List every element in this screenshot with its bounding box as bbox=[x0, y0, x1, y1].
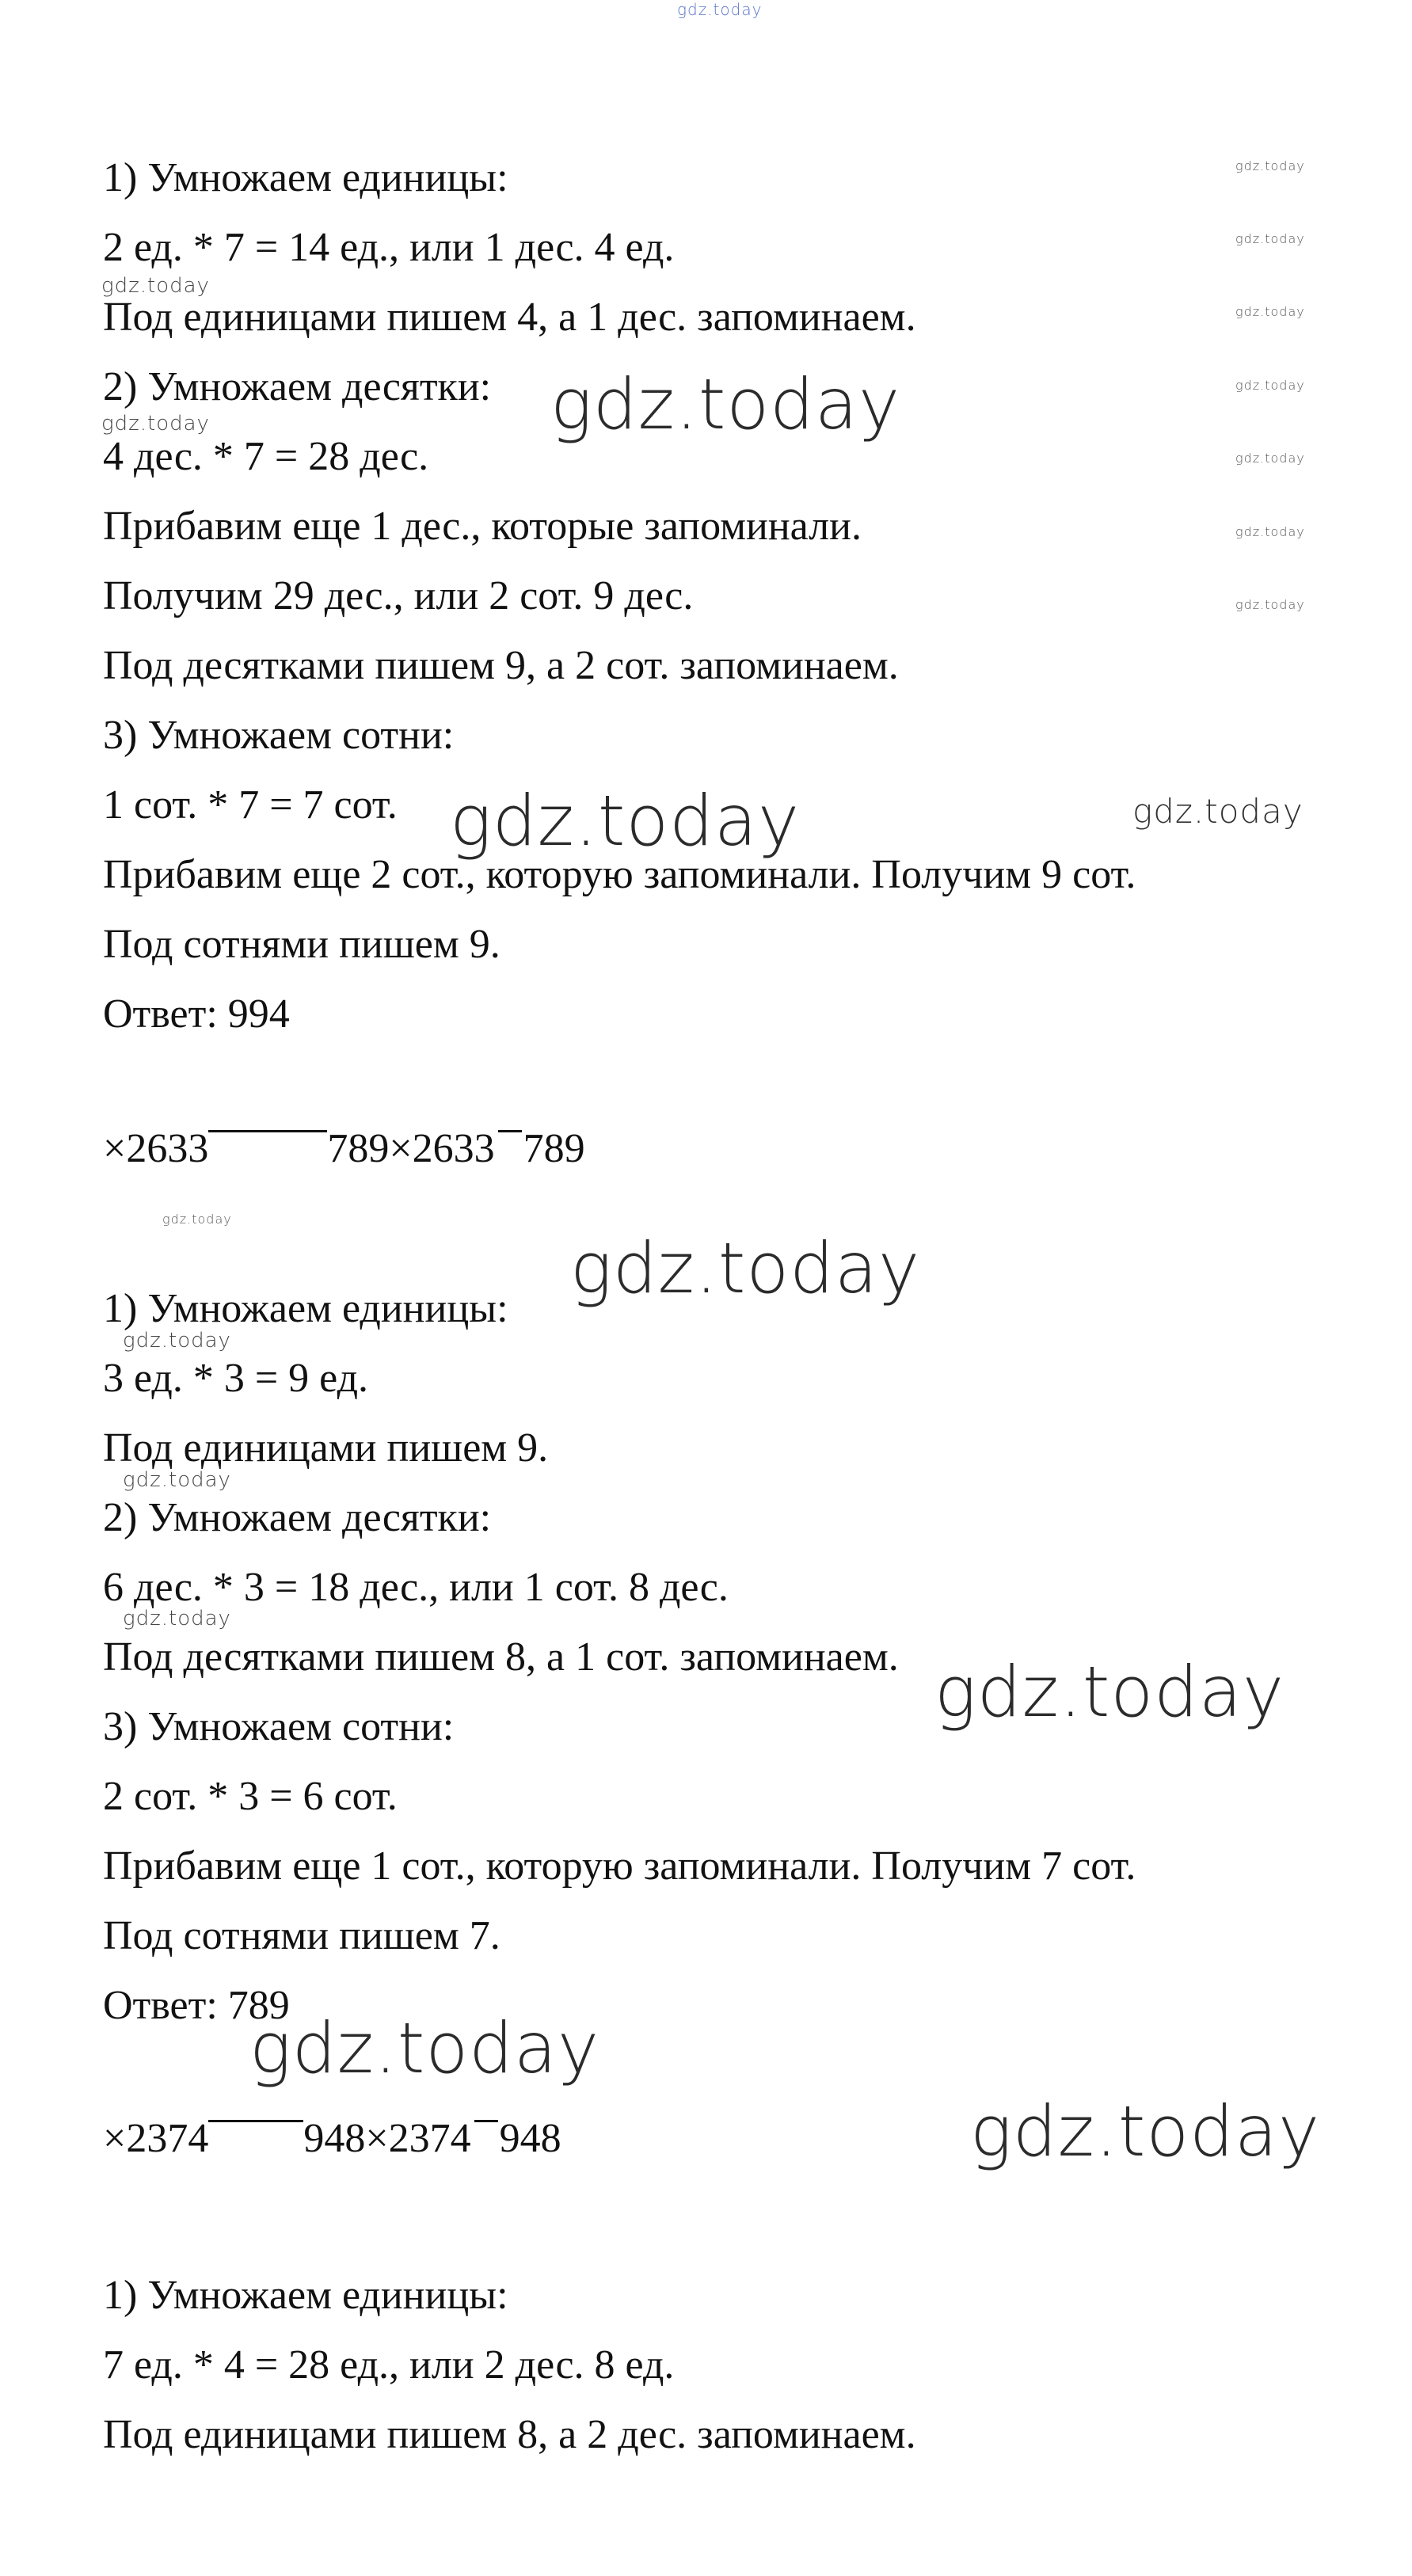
watermark: gdz.today bbox=[934, 1651, 1285, 1733]
watermark: gdz.today bbox=[970, 2091, 1321, 2172]
factor-text: 948 bbox=[499, 2116, 561, 2161]
text-line: 2) Умножаем десятки: bbox=[103, 1495, 492, 1540]
text-line: Под сотнями пишем 7. bbox=[103, 1913, 500, 1958]
watermark: gdz.today bbox=[1235, 451, 1305, 466]
watermark: gdz.today bbox=[1235, 304, 1305, 319]
factor-text: 789×2633 bbox=[327, 1126, 495, 1171]
watermark: gdz.today bbox=[123, 1468, 231, 1492]
text-line: 2 сот. * 3 = 6 сот. bbox=[103, 1774, 398, 1819]
text-line: Под единицами пишем 4, а 1 дес. запоминаем. bbox=[103, 295, 916, 340]
factor-text: ×2374 bbox=[103, 2116, 209, 2161]
multiplication-expression bbox=[103, 1125, 585, 1173]
text-line: 3 ед. * 3 = 9 ед. bbox=[103, 1356, 369, 1401]
text-line: Прибавим еще 2 сот., которую запоминали. Получим 9 сот. bbox=[103, 852, 1136, 897]
text-line: Под десятками пишем 8, а 1 сот. запоминаем. bbox=[103, 1634, 899, 1680]
watermark: gdz.today bbox=[123, 1329, 231, 1353]
text-line: 1 сот. * 7 = 7 сот. bbox=[103, 782, 398, 828]
watermark: gdz.today bbox=[570, 1227, 921, 1309]
watermark: gdz.today bbox=[550, 363, 901, 445]
watermark: gdz.today bbox=[1235, 524, 1305, 539]
text-line: 3) Умножаем сотни: bbox=[103, 713, 455, 758]
watermark: gdz.today bbox=[1132, 792, 1304, 831]
text-line: 6 дес. * 3 = 18 дес., или 1 сот. 8 дес. bbox=[103, 1565, 729, 1610]
text-line: Под сотнями пишем 9. bbox=[103, 922, 500, 967]
watermark: gdz.today bbox=[162, 1212, 232, 1227]
fraction-bar bbox=[498, 1130, 522, 1132]
text-line: Под единицами пишем 8, а 2 дес. запоминаем. bbox=[103, 2412, 916, 2457]
text-line: 7 ед. * 4 = 28 ед., или 2 дес. 8 ед. bbox=[103, 2342, 675, 2388]
fraction-bar bbox=[474, 2120, 498, 2122]
watermark-top: gdz.today bbox=[677, 0, 763, 19]
multiplication-expression bbox=[103, 2115, 561, 2163]
factor-text: ×2633 bbox=[103, 1126, 209, 1171]
text-line: Получим 29 дес., или 2 сот. 9 дес. bbox=[103, 573, 694, 618]
text-line: 1) Умножаем единицы: bbox=[103, 1286, 508, 1331]
watermark: gdz.today bbox=[1235, 378, 1305, 393]
text-line: 2) Умножаем десятки: bbox=[103, 364, 492, 409]
watermark: gdz.today bbox=[123, 1607, 231, 1630]
fraction-bar bbox=[208, 1130, 327, 1132]
text-line: Прибавим еще 1 сот., которую запоминали. Получим 7 сот. bbox=[103, 1844, 1136, 1889]
text-line: Прибавим еще 1 дес., которые запоминали. bbox=[103, 504, 862, 549]
factor-text: 789 bbox=[523, 1126, 585, 1171]
text-line: 4 дес. * 7 = 28 дес. bbox=[103, 434, 429, 479]
text-line: Под десятками пишем 9, а 2 сот. запоминаем. bbox=[103, 643, 899, 688]
text-line: Под единицами пишем 9. bbox=[103, 1425, 549, 1471]
watermark: gdz.today bbox=[450, 780, 801, 862]
watermark: gdz.today bbox=[1235, 158, 1305, 173]
text-line: 2 ед. * 7 = 14 ед., или 1 дес. 4 ед. bbox=[103, 225, 675, 270]
text-line: 3) Умножаем сотни: bbox=[103, 1704, 455, 1749]
watermark: gdz.today bbox=[101, 274, 210, 298]
watermark: gdz.today bbox=[101, 412, 210, 436]
answer-line: Ответ: 789 bbox=[103, 1983, 290, 2028]
watermark: gdz.today bbox=[1235, 231, 1305, 246]
text-line: 1) Умножаем единицы: bbox=[103, 155, 508, 200]
watermark: gdz.today bbox=[1235, 597, 1305, 612]
watermark: gdz.today bbox=[249, 2007, 600, 2089]
answer-line: Ответ: 994 bbox=[103, 991, 290, 1037]
factor-text: 948×2374 bbox=[303, 2116, 471, 2161]
fraction-bar bbox=[208, 2120, 303, 2122]
text-line: 1) Умножаем единицы: bbox=[103, 2273, 508, 2318]
